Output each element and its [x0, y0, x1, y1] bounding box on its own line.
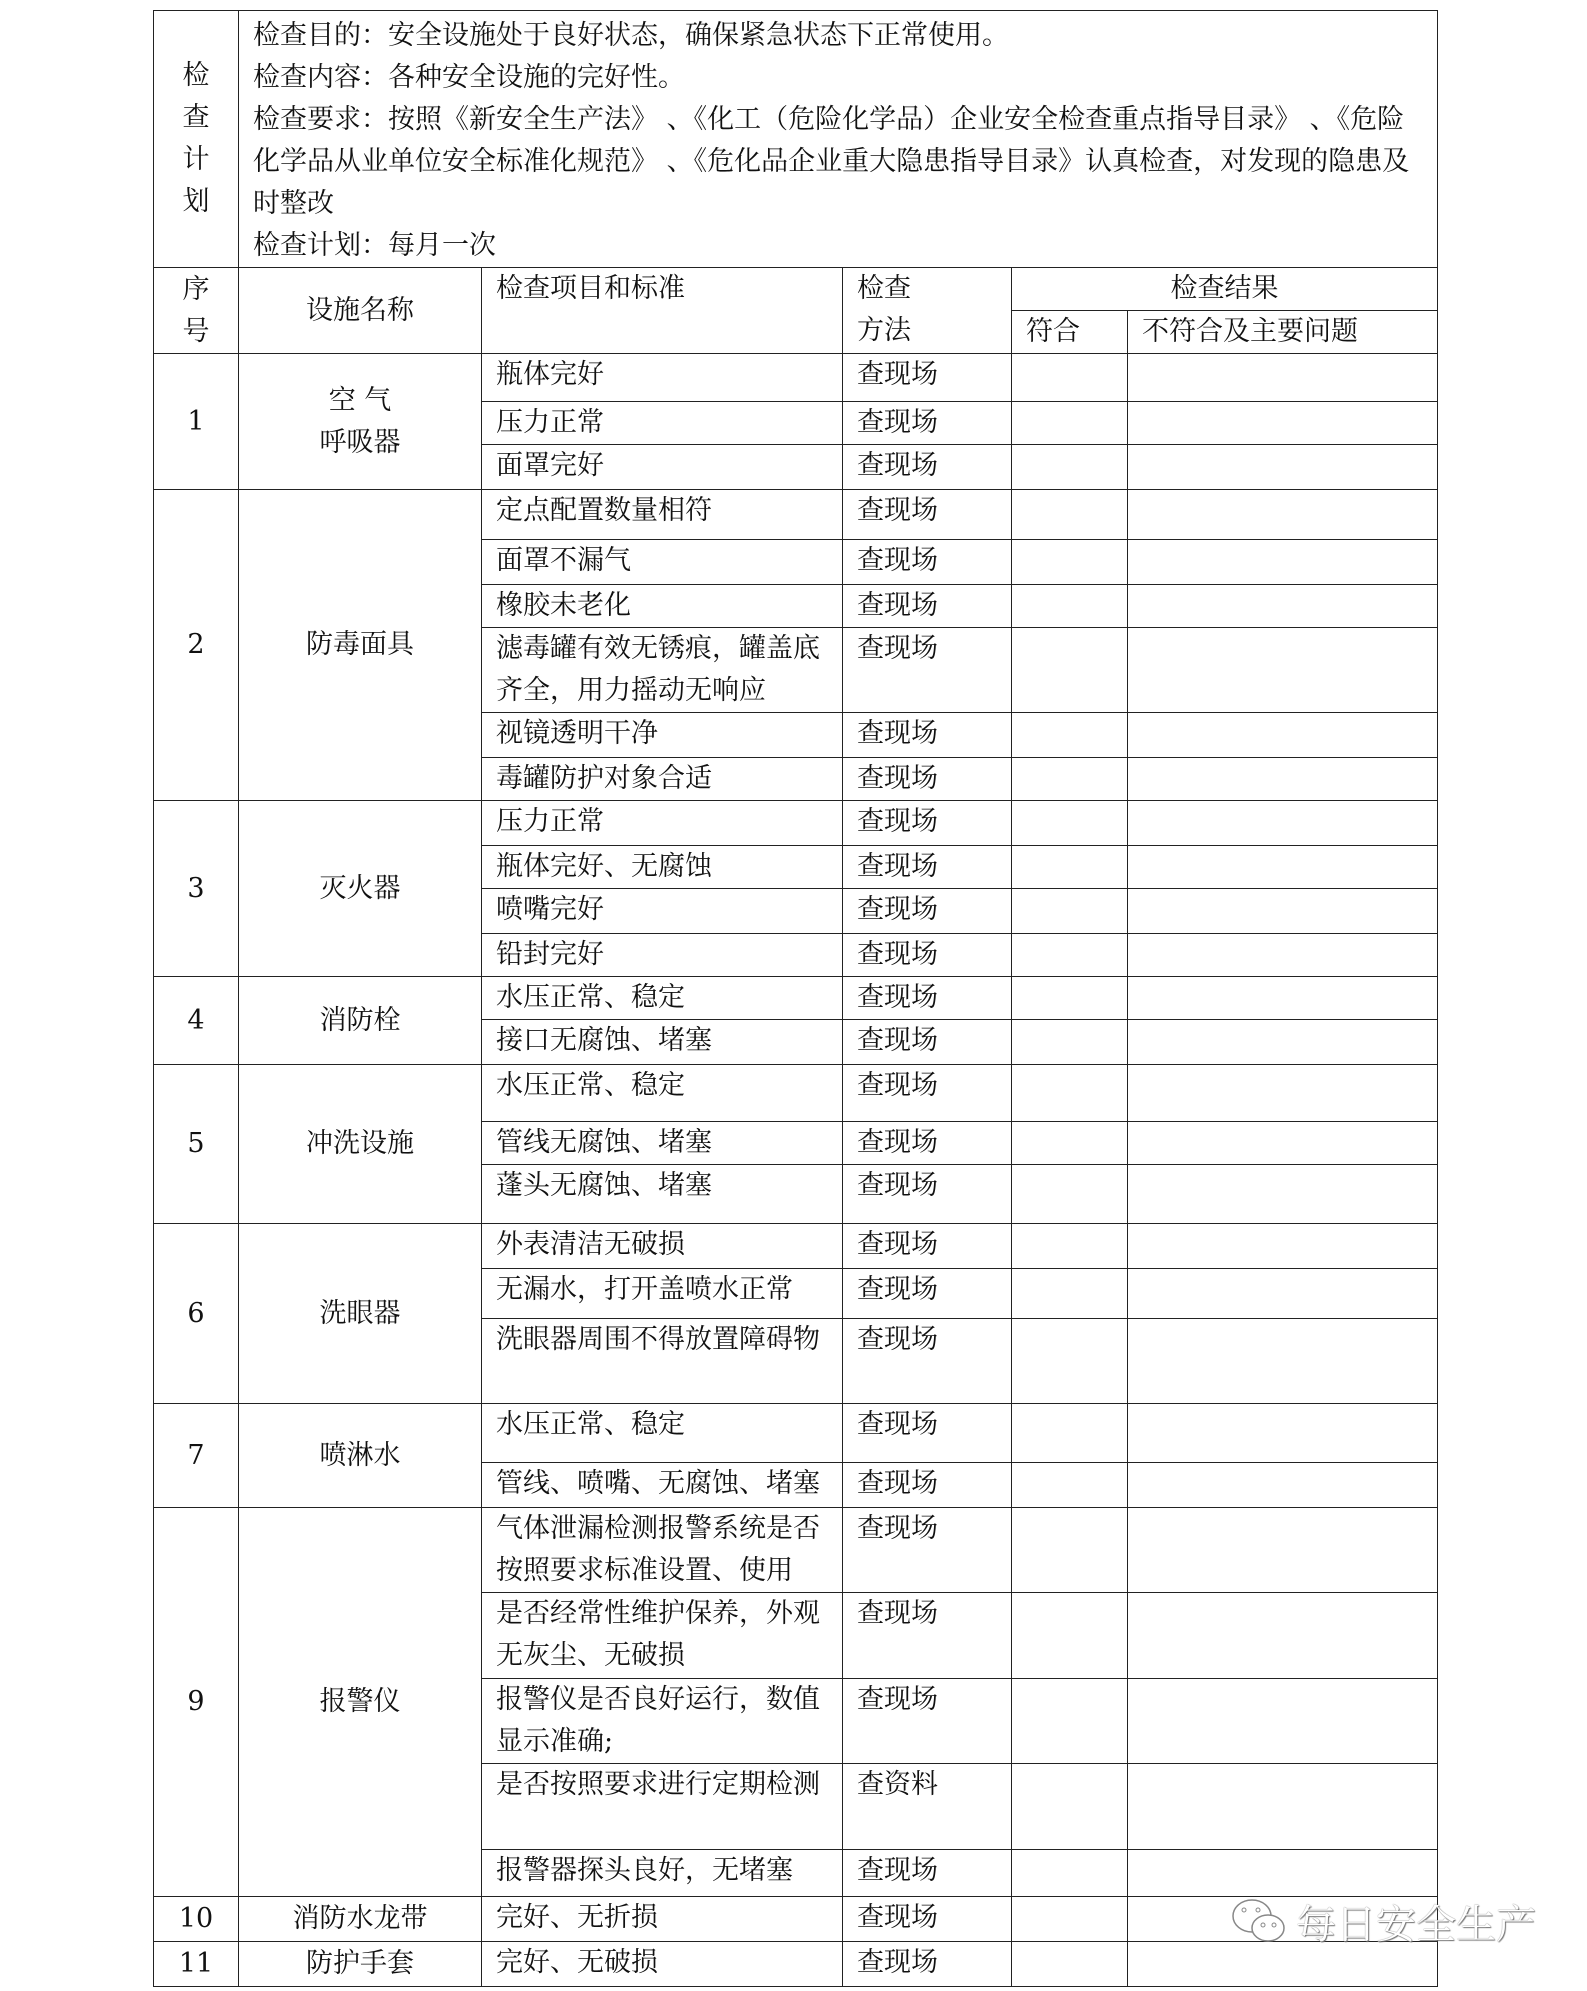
facility-name-cell: 冲洗设施 [239, 1065, 482, 1224]
facility-name-cell: 防护手套 [239, 1942, 482, 1987]
conform-cell[interactable] [1012, 628, 1128, 713]
conform-cell[interactable] [1012, 1463, 1128, 1508]
header-method: 检查方法 [843, 268, 1012, 354]
conform-cell[interactable] [1012, 402, 1128, 445]
nonconform-cell[interactable] [1128, 1679, 1438, 1764]
check-item-cell: 压力正常 [482, 402, 843, 445]
check-item-cell: 蓬头无腐蚀、堵塞 [482, 1165, 843, 1224]
check-item-cell: 报警器探头良好，无堵塞 [482, 1850, 843, 1897]
header-result: 检查结果 [1012, 268, 1438, 311]
nonconform-cell[interactable] [1128, 490, 1438, 540]
conform-cell[interactable] [1012, 1508, 1128, 1593]
conform-cell[interactable] [1012, 1897, 1128, 1942]
table-row [154, 1065, 1438, 1122]
check-method-cell: 查现场 [843, 1897, 1012, 1942]
nonconform-cell[interactable] [1128, 1593, 1438, 1679]
check-item-cell: 瓶体完好 [482, 354, 843, 402]
check-item-cell: 气体泄漏检测报警系统是否按照要求标准设置、使用 [482, 1508, 843, 1593]
nonconform-cell[interactable] [1128, 934, 1438, 977]
check-item-cell: 完好、无折损 [482, 1897, 843, 1942]
check-item-cell: 铅封完好 [482, 934, 843, 977]
conform-cell[interactable] [1012, 1224, 1128, 1269]
seq-cell: 7 [154, 1404, 239, 1508]
header-item: 检查项目和标准 [482, 268, 843, 354]
nonconform-cell[interactable] [1128, 713, 1438, 758]
header-conform: 符合 [1012, 311, 1128, 354]
conform-cell[interactable] [1012, 846, 1128, 889]
check-method-cell: 查现场 [843, 758, 1012, 801]
conform-cell[interactable] [1012, 801, 1128, 846]
nonconform-cell[interactable] [1128, 1319, 1438, 1404]
nonconform-cell[interactable] [1128, 801, 1438, 846]
check-item-cell: 完好、无破损 [482, 1942, 843, 1987]
facility-name-cell: 消防栓 [239, 977, 482, 1065]
nonconform-cell[interactable] [1128, 758, 1438, 801]
check-item-cell: 定点配置数量相符 [482, 490, 843, 540]
plan-label-char: 计 [182, 144, 210, 175]
plan-text [239, 11, 1438, 268]
check-method-cell: 查现场 [843, 540, 1012, 585]
check-method-cell: 查现场 [843, 713, 1012, 758]
safety-facility-inspection-table [153, 10, 1438, 1987]
check-method-cell: 查现场 [843, 846, 1012, 889]
header-seq: 序号 [154, 268, 239, 354]
check-item-cell: 管线无腐蚀、堵塞 [482, 1122, 843, 1165]
check-method-cell: 查现场 [843, 1850, 1012, 1897]
plan-line: 检查要求：按照《新安全生产法》 、《化工（危险化学品）企业安全检查重点指导目录》 、《危险化学品从业单位安全标准化规范》 、《危化品企业重大隐患指导目录》认真检查，对发现的隐患及时整改 [253, 104, 1410, 219]
conform-cell[interactable] [1012, 1165, 1128, 1224]
nonconform-cell[interactable] [1128, 402, 1438, 445]
plan-label-char: 划 [182, 186, 210, 217]
watermark [1230, 1893, 1536, 1950]
table-row [154, 1404, 1438, 1463]
check-item-cell: 报警仪是否良好运行，数值显示准确; [482, 1679, 843, 1764]
check-item-cell: 接口无腐蚀、堵塞 [482, 1020, 843, 1065]
watermark-text: 每日安全生产 [1296, 1902, 1536, 1948]
check-method-cell: 查现场 [843, 977, 1012, 1020]
check-method-cell: 查资料 [843, 1764, 1012, 1850]
seq-cell: 2 [154, 490, 239, 801]
check-method-cell: 查现场 [843, 628, 1012, 713]
header-nonconform: 不符合及主要问题 [1128, 311, 1438, 354]
check-method-cell: 查现场 [843, 1319, 1012, 1404]
conform-cell[interactable] [1012, 977, 1128, 1020]
facility-name-cell: 空 气 呼吸器 [239, 354, 482, 490]
nonconform-cell[interactable] [1128, 1508, 1438, 1593]
facility-name-cell: 报警仪 [239, 1508, 482, 1897]
nonconform-cell[interactable] [1128, 540, 1438, 585]
check-method-cell: 查现场 [843, 1508, 1012, 1593]
seq-cell: 4 [154, 977, 239, 1065]
check-item-cell: 管线、喷嘴、无腐蚀、堵塞 [482, 1463, 843, 1508]
nonconform-cell[interactable] [1128, 628, 1438, 713]
check-item-cell: 是否经常性维护保养，外观无灰尘、无破损 [482, 1593, 843, 1679]
nonconform-cell[interactable] [1128, 1224, 1438, 1269]
check-method-cell: 查现场 [843, 1463, 1012, 1508]
check-method-cell: 查现场 [843, 889, 1012, 934]
check-item-cell: 压力正常 [482, 801, 843, 846]
conform-cell[interactable] [1012, 540, 1128, 585]
conform-cell[interactable] [1012, 354, 1128, 402]
seq-cell: 6 [154, 1224, 239, 1404]
check-item-cell: 水压正常、稳定 [482, 977, 843, 1020]
conform-cell[interactable] [1012, 934, 1128, 977]
nonconform-cell[interactable] [1128, 977, 1438, 1020]
table-row [154, 977, 1438, 1020]
check-method-cell: 查现场 [843, 585, 1012, 628]
conform-cell[interactable] [1012, 1942, 1128, 1987]
check-method-cell: 查现场 [843, 1224, 1012, 1269]
nonconform-cell[interactable] [1128, 1850, 1438, 1897]
nonconform-cell[interactable] [1128, 1269, 1438, 1319]
check-method-cell: 查现场 [843, 490, 1012, 540]
seq-cell: 10 [154, 1897, 239, 1942]
nonconform-cell[interactable] [1128, 1065, 1438, 1122]
facility-name-cell: 喷淋水 [239, 1404, 482, 1508]
facility-name-cell: 灭火器 [239, 801, 482, 977]
table-row [154, 1508, 1438, 1593]
nonconform-cell[interactable] [1128, 1020, 1438, 1065]
conform-cell[interactable] [1012, 585, 1128, 628]
check-method-cell: 查现场 [843, 1593, 1012, 1679]
plan-line: 检查计划：每月一次 [253, 230, 496, 261]
nonconform-cell[interactable] [1128, 846, 1438, 889]
check-method-cell: 查现场 [843, 1122, 1012, 1165]
facility-name-cell: 防毒面具 [239, 490, 482, 801]
nonconform-cell[interactable] [1128, 1764, 1438, 1850]
plan-line: 检查内容：各种安全设施的完好性。 [253, 62, 685, 93]
header-facility: 设施名称 [239, 268, 482, 354]
conform-cell[interactable] [1012, 1122, 1128, 1165]
check-item-cell: 瓶体完好、无腐蚀 [482, 846, 843, 889]
plan-label [154, 11, 239, 268]
seq-cell: 11 [154, 1942, 239, 1987]
check-method-cell: 查现场 [843, 402, 1012, 445]
check-item-cell: 洗眼器周围不得放置障碍物 [482, 1319, 843, 1404]
nonconform-cell[interactable] [1128, 889, 1438, 934]
conform-cell[interactable] [1012, 445, 1128, 490]
check-method-cell: 查现场 [843, 1679, 1012, 1764]
seq-cell: 3 [154, 801, 239, 977]
conform-cell[interactable] [1012, 1319, 1128, 1404]
conform-cell[interactable] [1012, 490, 1128, 540]
nonconform-cell[interactable] [1128, 1404, 1438, 1463]
plan-row [154, 11, 1438, 268]
conform-cell[interactable] [1012, 713, 1128, 758]
table-row [154, 354, 1438, 402]
seq-cell: 1 [154, 354, 239, 490]
conform-cell[interactable] [1012, 758, 1128, 801]
conform-cell[interactable] [1012, 1020, 1128, 1065]
plan-line: 检查目的：安全设施处于良好状态，确保紧急状态下正常使用。 [253, 20, 1009, 51]
facility-name-cell: 洗眼器 [239, 1224, 482, 1404]
table-row [154, 1224, 1438, 1269]
wechat-icon [1230, 1896, 1290, 1948]
check-item-cell: 橡胶未老化 [482, 585, 843, 628]
plan-label-char: 检 [182, 60, 210, 91]
check-method-cell: 查现场 [843, 1065, 1012, 1122]
table-row [154, 490, 1438, 540]
check-method-cell: 查现场 [843, 1269, 1012, 1319]
nonconform-cell[interactable] [1128, 585, 1438, 628]
conform-cell[interactable] [1012, 889, 1128, 934]
conform-cell[interactable] [1012, 1065, 1128, 1122]
check-method-cell: 查现场 [843, 1165, 1012, 1224]
nonconform-cell[interactable] [1128, 1122, 1438, 1165]
facility-name-cell: 消防水龙带 [239, 1897, 482, 1942]
check-method-cell: 查现场 [843, 1020, 1012, 1065]
nonconform-cell[interactable] [1128, 1165, 1438, 1224]
check-method-cell: 查现场 [843, 354, 1012, 402]
check-item-cell: 外表清洁无破损 [482, 1224, 843, 1269]
check-item-cell: 喷嘴完好 [482, 889, 843, 934]
check-item-cell: 无漏水，打开盖喷水正常 [482, 1269, 843, 1319]
seq-cell: 5 [154, 1065, 239, 1224]
check-item-cell: 毒罐防护对象合适 [482, 758, 843, 801]
plan-label-char: 查 [182, 102, 210, 133]
check-item-cell: 视镜透明干净 [482, 713, 843, 758]
check-method-cell: 查现场 [843, 1942, 1012, 1987]
seq-cell: 9 [154, 1508, 239, 1897]
conform-cell[interactable] [1012, 1679, 1128, 1764]
check-item-cell: 是否按照要求进行定期检测 [482, 1764, 843, 1850]
table-row [154, 801, 1438, 846]
check-item-cell: 滤毒罐有效无锈痕，罐盖底齐全，用力摇动无响应 [482, 628, 843, 713]
nonconform-cell[interactable] [1128, 445, 1438, 490]
nonconform-cell[interactable] [1128, 354, 1438, 402]
conform-cell[interactable] [1012, 1764, 1128, 1850]
check-method-cell: 查现场 [843, 801, 1012, 846]
check-item-cell: 水压正常、稳定 [482, 1065, 843, 1122]
check-item-cell: 面罩不漏气 [482, 540, 843, 585]
check-item-cell: 水压正常、稳定 [482, 1404, 843, 1463]
header-row [154, 268, 1438, 311]
check-method-cell: 查现场 [843, 1404, 1012, 1463]
conform-cell[interactable] [1012, 1850, 1128, 1897]
check-method-cell: 查现场 [843, 445, 1012, 490]
conform-cell[interactable] [1012, 1269, 1128, 1319]
conform-cell[interactable] [1012, 1593, 1128, 1679]
nonconform-cell[interactable] [1128, 1463, 1438, 1508]
check-item-cell: 面罩完好 [482, 445, 843, 490]
check-method-cell: 查现场 [843, 934, 1012, 977]
conform-cell[interactable] [1012, 1404, 1128, 1463]
